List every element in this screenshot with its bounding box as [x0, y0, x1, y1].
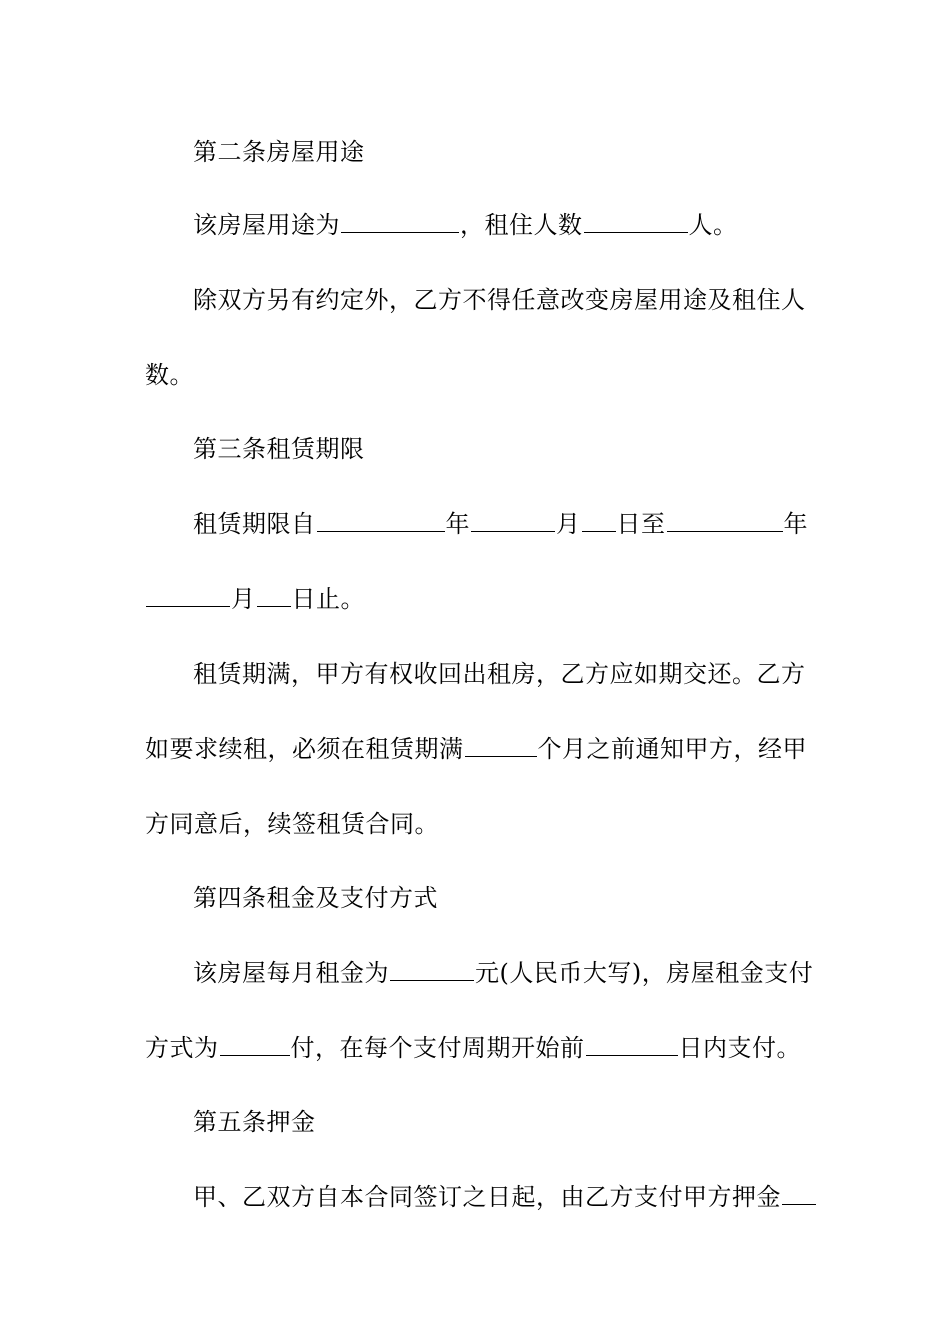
- rent-suffix: 元(人民币大写)，房屋租金支付: [475, 959, 814, 987]
- end-month-label: 月: [231, 585, 256, 613]
- start-day-blank[interactable]: [582, 509, 616, 532]
- use-suffix: 人。: [688, 211, 738, 239]
- renew-prefix: 如要求续租，必须在租赁期满: [145, 735, 464, 763]
- term-prefix: 租赁期限自: [193, 510, 316, 538]
- article4-pay-line: [145, 1032, 801, 1064]
- article3-renew-line3: 方同意后，续签租赁合同。: [145, 810, 439, 838]
- day-end-label: 日止。: [291, 585, 365, 613]
- end-month-blank[interactable]: [146, 584, 230, 607]
- monthly-rent-blank[interactable]: [390, 958, 474, 981]
- start-month-blank[interactable]: [471, 509, 555, 532]
- month-label: 月: [556, 510, 581, 538]
- article5-heading: 第五条押金: [193, 1108, 316, 1136]
- pay-suffix: 日内支付。: [678, 1034, 801, 1062]
- rent-prefix: 该房屋每月租金为: [193, 959, 389, 987]
- start-year-blank[interactable]: [317, 509, 445, 532]
- article2-restriction-line1: 除双方另有约定外，乙方不得任意改变房屋用途及租住人: [193, 286, 806, 314]
- day-to-label: 日至: [616, 510, 666, 538]
- payment-days-blank[interactable]: [586, 1033, 678, 1056]
- article3-expiry-line1: 租赁期满，甲方有权收回出租房，乙方应如期交还。乙方: [193, 660, 806, 688]
- use-prefix: 该房屋用途为: [193, 211, 340, 239]
- renew-suffix: 个月之前通知甲方，经甲: [537, 735, 807, 763]
- deposit-amount-blank[interactable]: [782, 1182, 816, 1205]
- deposit-text: 甲、乙双方自本合同签订之日起，由乙方支付甲方押金: [193, 1183, 781, 1211]
- tenant-count-blank[interactable]: [584, 210, 688, 233]
- article2-use-line: [193, 209, 738, 241]
- article3-heading: 第三条租赁期限: [193, 435, 365, 463]
- year-label: 年: [445, 510, 470, 538]
- house-use-blank[interactable]: [341, 210, 459, 233]
- pay-mid: 付，在每个支付周期开始前: [290, 1034, 585, 1062]
- article2-restriction-line2: 数。: [145, 361, 194, 389]
- article2-heading: 第二条房屋用途: [193, 138, 365, 166]
- renew-months-blank[interactable]: [465, 734, 537, 757]
- end-year-blank[interactable]: [667, 509, 783, 532]
- article3-term-line: [193, 508, 808, 540]
- payment-method-blank[interactable]: [220, 1033, 290, 1056]
- pay-prefix: 方式为: [145, 1034, 219, 1062]
- end-year-label: 年: [783, 510, 808, 538]
- article4-heading: 第四条租金及支付方式: [193, 884, 438, 912]
- end-day-blank[interactable]: [257, 584, 291, 607]
- article3-renew-line: [145, 733, 807, 765]
- article5-deposit-line: [193, 1181, 817, 1213]
- use-mid: ，租住人数: [460, 211, 583, 239]
- article4-rent-line: [193, 957, 813, 989]
- article3-term-line2: [145, 583, 365, 615]
